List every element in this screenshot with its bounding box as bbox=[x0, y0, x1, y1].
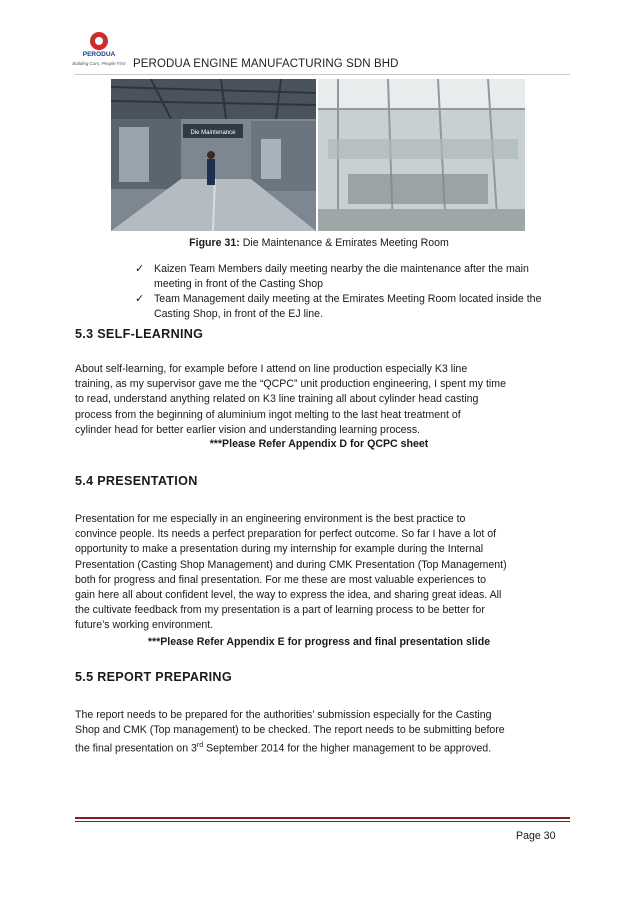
figure-caption-label: Figure 31: bbox=[189, 237, 240, 249]
emirates-meeting-room-photo bbox=[318, 79, 525, 231]
appendix-e-reference: ***Please Refer Appendix E for progress and final presentation slide bbox=[147, 636, 491, 648]
paragraph-line: The report needs to be prepared for the authorities’ submission especially for the Casting bbox=[75, 709, 492, 721]
report-paragraph bbox=[75, 708, 565, 757]
paragraph-line-end: September 2014 for the higher management to be approved. bbox=[203, 742, 492, 755]
list-item bbox=[135, 262, 555, 292]
meeting-bullet-list bbox=[135, 262, 555, 322]
section-heading-self-learning: 5.3 SELF-LEARNING bbox=[75, 327, 204, 341]
logo-tagline: Building Cars, People First bbox=[72, 61, 126, 66]
paragraph-line: Presentation (Casting Shop Management) and during CMK Presentation (Top Management) bbox=[75, 558, 507, 571]
die-maintenance-photo bbox=[111, 79, 316, 231]
paragraph-line: training, as my supervisor gave me the “QCPC” unit production engineering, I spent my time bbox=[75, 378, 507, 391]
checkmark-icon: ✓ bbox=[135, 293, 145, 305]
list-item-text: Team Management daily meeting at the Emirates Meeting Room located inside the Casting Shop, in front of the EJ line. bbox=[154, 293, 542, 320]
logo-brand: PERODUA bbox=[82, 51, 116, 58]
paragraph-line bbox=[75, 738, 565, 757]
header-company-name: PERODUA ENGINE MANUFACTURING SDN BHD bbox=[133, 58, 399, 70]
paragraph-line: convince people. Its needs a perfect preparation for perfect outcome. So far I have a lot of bbox=[75, 528, 497, 541]
footer-divider-thin bbox=[75, 821, 570, 822]
list-item bbox=[135, 292, 555, 322]
paragraph-line: cylinder head for better earlier vision and understanding learning process. bbox=[75, 423, 421, 436]
footer-divider bbox=[75, 817, 570, 819]
presentation-paragraph bbox=[75, 512, 565, 634]
paragraph-line: Shop and CMK (Top management) to be checked. The report needs to be submitting before bbox=[75, 724, 505, 737]
figure-caption-text: Die Maintenance & Emirates Meeting Room bbox=[242, 237, 449, 249]
page-number: Page 30 bbox=[516, 830, 556, 842]
section-heading-report-preparing: 5.5 REPORT PREPARING bbox=[75, 670, 232, 684]
paragraph-line: process from the beginning of aluminium ingot melting to the last heat treatment of bbox=[75, 408, 461, 421]
list-item-text: Kaizen Team Members daily meeting nearby the die maintenance after the main meeting in front of the Casting Shop bbox=[154, 263, 529, 290]
perodua-logo bbox=[70, 30, 128, 70]
paragraph-line-start: the final presentation on 3 bbox=[75, 742, 197, 755]
paragraph-line: the cultivate feedback from my presentation is a part of learning process to be better for bbox=[75, 604, 485, 617]
ordinal-suffix: rd bbox=[196, 742, 204, 750]
paragraph-line: future’s working environment. bbox=[75, 619, 214, 632]
header-divider bbox=[75, 74, 570, 75]
checkmark-icon: ✓ bbox=[135, 263, 145, 275]
paragraph-line: About self-learning, for example before I attend on line production especially K3 line bbox=[75, 363, 468, 375]
appendix-d-reference: ***Please Refer Appendix D for QCPC sheet bbox=[209, 438, 429, 450]
paragraph-line: both for progress and final presentation. For me these are most valuable experiences to bbox=[75, 573, 487, 586]
paragraph-line: Presentation for me especially in an engineering environment is the best practice to bbox=[75, 513, 466, 525]
section-heading-presentation: 5.4 PRESENTATION bbox=[75, 474, 198, 488]
self-learning-paragraph bbox=[75, 362, 565, 438]
figure-caption bbox=[0, 237, 638, 249]
die-maintenance-sign: Die Maintenance bbox=[190, 130, 236, 136]
paragraph-line: gain here all about confident level, the way to express the idea, and sharing great ideas. All bbox=[75, 589, 502, 602]
paragraph-line: opportunity to make a presentation during my internship for example during the Internal bbox=[75, 543, 484, 556]
paragraph-line: to read, understand anything related on K3 line training all about cylinder head casting bbox=[75, 393, 479, 406]
